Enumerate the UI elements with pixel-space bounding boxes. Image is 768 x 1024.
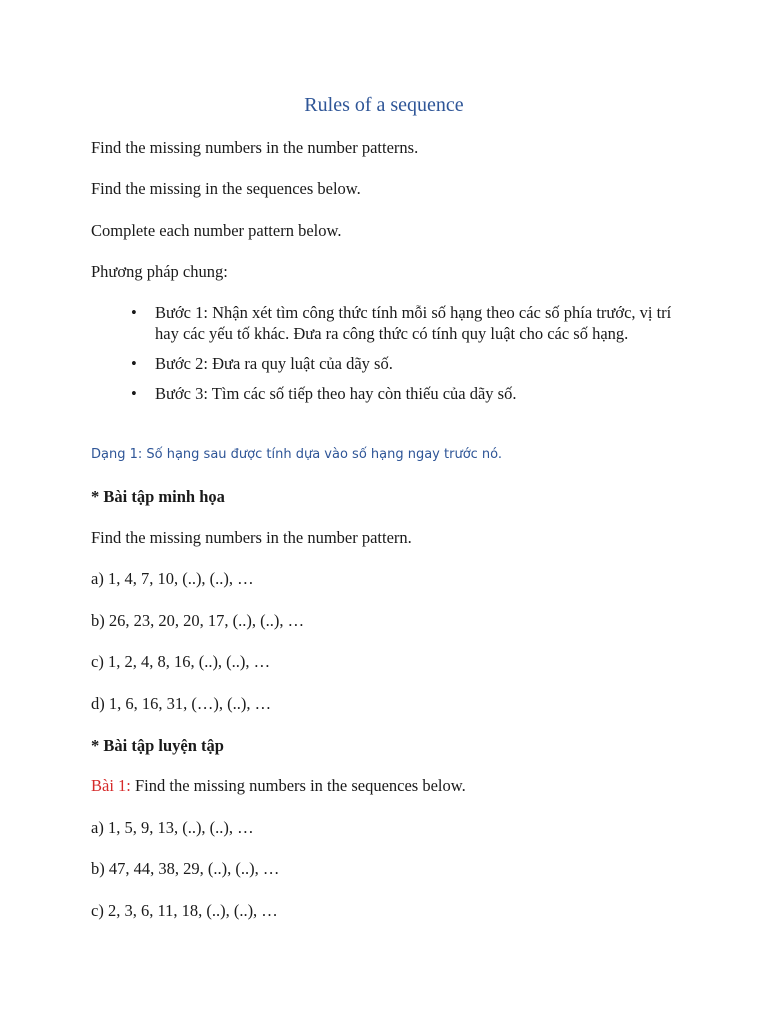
- method-step-text: Bước 1: Nhận xét tìm công thức tính mỗi số hạng theo các số phía trước, vị trí hay các yếu tố khác. Đưa ra công thức có tính quy luật cho các số hạng.: [155, 303, 672, 343]
- method-step-text: Bước 3: Tìm các số tiếp theo hay còn thiếu của dãy số.: [155, 384, 517, 403]
- exercise-item: b) 26, 23, 20, 20, 17, (..), (..), …: [91, 611, 305, 630]
- practice-item: b) 47, 44, 38, 29, (..), (..), …: [91, 859, 280, 878]
- intro-line-2: Find the missing in the sequences below.: [91, 179, 361, 198]
- method-step: [91, 302, 691, 344]
- bai-1-instruction: [91, 775, 466, 797]
- illustration-heading: * Bài tập minh họa: [91, 487, 225, 506]
- document-title: Rules of a sequence: [304, 94, 464, 116]
- exercise-item: d) 1, 6, 16, 31, (…), (..), …: [91, 694, 272, 713]
- method-step: [91, 353, 691, 374]
- practice-item: a) 1, 5, 9, 13, (..), (..), …: [91, 818, 254, 837]
- bullet-icon: •: [131, 384, 137, 403]
- method-heading: Phương pháp chung:: [91, 262, 228, 281]
- bullet-icon: •: [131, 354, 137, 373]
- exercise-item: a) 1, 4, 7, 10, (..), (..), …: [91, 569, 254, 588]
- intro-line-1: Find the missing numbers in the number patterns.: [91, 138, 419, 157]
- method-step-text: Bước 2: Đưa ra quy luật của dãy số.: [155, 354, 393, 373]
- bai-1-label: Bài 1:: [91, 776, 131, 795]
- method-step: [91, 383, 691, 404]
- illustration-instruction: Find the missing numbers in the number pattern.: [91, 528, 412, 547]
- practice-heading: * Bài tập luyện tập: [91, 736, 224, 755]
- intro-line-3: Complete each number pattern below.: [91, 221, 342, 240]
- practice-item: c) 2, 3, 6, 11, 18, (..), (..), …: [91, 901, 278, 920]
- exercise-item: c) 1, 2, 4, 8, 16, (..), (..), …: [91, 652, 271, 671]
- bullet-icon: •: [131, 303, 137, 322]
- method-steps-list: [91, 302, 691, 413]
- section-dang-1-heading: Dạng 1: Số hạng sau được tính dựa vào số hạng ngay trước nó.: [91, 447, 503, 462]
- bai-1-text: Find the missing numbers in the sequences below.: [130, 776, 466, 795]
